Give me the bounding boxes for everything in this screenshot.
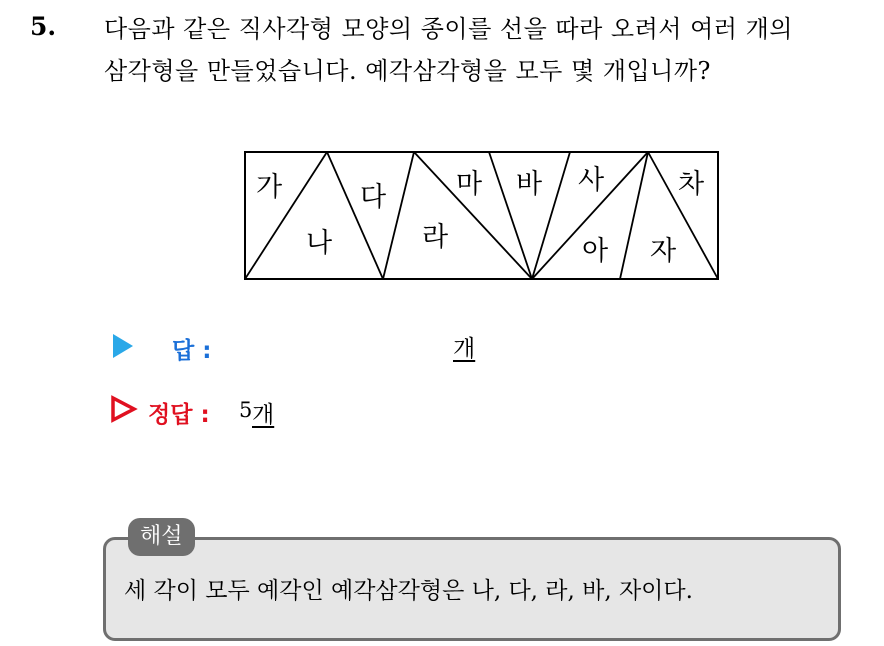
- label-ra: 라: [422, 222, 449, 253]
- question-number: 5.: [30, 12, 57, 41]
- answer-unit: 개: [453, 336, 476, 362]
- label-cha: 차: [678, 169, 705, 200]
- correct-marker-icon: [113, 398, 134, 420]
- answer-marker-icon: [113, 334, 133, 358]
- explanation-text: 세 각이 모두 예각인 예각삼각형은 나, 다, 라, 바, 자이다.: [124, 578, 693, 604]
- answer-label: 답 :: [172, 338, 212, 364]
- label-ja: 자: [650, 236, 677, 267]
- label-ga: 가: [256, 172, 283, 203]
- label-ma: 마: [456, 169, 483, 200]
- correct-answer-label: 정답 :: [148, 402, 210, 428]
- correct-answer-unit: 개: [252, 402, 275, 428]
- label-na: 나: [306, 228, 333, 259]
- question-line-1: 다음과 같은 직사각형 모양의 종이를 선을 따라 오려서 여러 개의: [104, 15, 793, 43]
- correct-answer-value: 5: [239, 398, 253, 422]
- label-ba: 바: [516, 169, 543, 200]
- label-a: 아: [582, 236, 609, 267]
- question-line-2: 삼각형을 만들었습니다. 예각삼각형을 모두 몇 개입니까?: [104, 57, 711, 85]
- label-da: 다: [360, 182, 387, 213]
- label-sa: 사: [578, 165, 605, 196]
- explanation-tag: 해설: [128, 518, 195, 556]
